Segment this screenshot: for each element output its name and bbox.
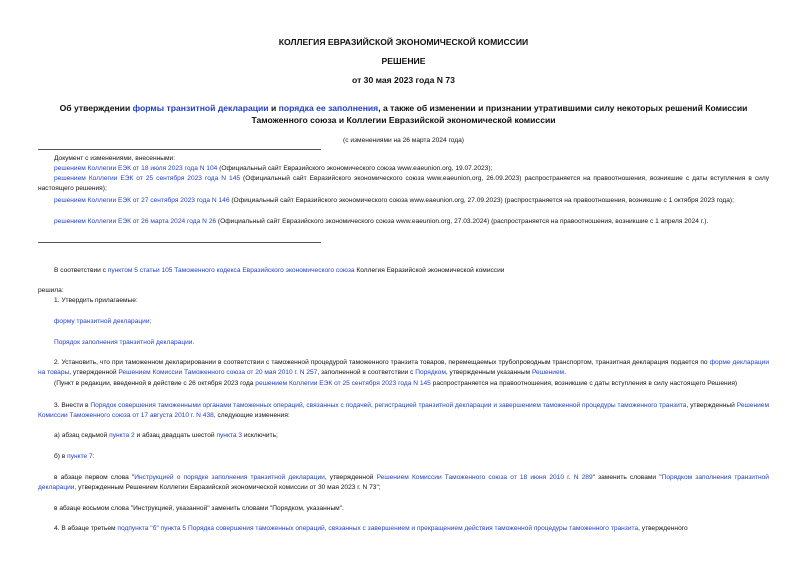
subitem-a [54,431,769,441]
subitem-b [54,452,769,462]
item-1: 1. Утвердить прилагаемые: [54,297,138,304]
fill-procedure-link[interactable]: Порядком заполнения транзитной декларации [38,474,769,491]
item-text: исключить; [242,432,278,439]
title-text: , а также об изменении и признании утратившими силу некоторых решений Комиссии Таможенного союза и Коллегии Евразийской экономической комиссии [251,103,748,125]
item-2 [38,358,769,378]
item-text: б) в [54,453,68,460]
item-1-link-procedure [54,338,769,348]
item-text: : [92,453,95,460]
divider-top [38,149,321,150]
title-text: и [268,103,279,113]
change-item [38,174,769,194]
preamble [38,266,769,276]
item-text: , заполненной в соответствии с [317,369,416,376]
document-title [38,102,769,126]
item-text: а) абзац седьмой [54,432,110,439]
edition-note: (с изменениями на 26 марта 2024 года) [343,137,464,144]
order-link[interactable]: Порядком [415,369,446,376]
resolved-label: решила: [38,287,64,294]
completion-order-link[interactable]: Порядка совершения таможенных операций, связанных с завершением и прекращением действия таможенной процедуры таможенного транзита [187,525,639,532]
subitem-b-para-1 [38,473,769,493]
change-item [38,217,769,227]
point-7-link[interactable]: пункте 7 [67,453,93,460]
item-4 [38,524,769,534]
change-text: (Официальный сайт Евразийского экономического союза www.eaeunion.org, 27.03.2024) (распространяется на правоотношения, возникшие с 1 апреля 2024 г.). [216,218,709,225]
change-link[interactable]: решением Коллегии ЕЭК от 18 июля 2023 года N 104 [54,165,218,172]
change-link[interactable]: решением Коллегии ЕЭК от 26 марта 2024 года N 26 [54,218,217,225]
preamble-text: В соответствии с [54,267,108,274]
change-link[interactable]: решением Коллегии ЕЭК от 27 сентября 2023 года N 146 [54,197,230,204]
document-date: от 30 мая 2023 года N 73 [352,75,455,85]
issuing-body: КОЛЛЕГИЯ ЕВРАЗИЙСКОЙ ЭКОНОМИЧЕСКОЙ КОМИССИИ [278,37,529,47]
item-text: и абзац двадцать шестой [134,432,217,439]
item-text: , утвержденным указанным [445,369,532,376]
declaration-form-link[interactable]: форме декларации на товары [38,359,769,376]
title-text: Об утверждении [59,103,133,113]
change-text: (Официальный сайт Евразийского экономического союза www.eaeunion.org, 19.07.2023); [217,165,493,172]
item-text: 4. В абзаце третьем [54,525,118,532]
item-2-note [38,379,769,389]
item-text: в абзаце первом слова " [54,474,135,481]
item-text: , следующие изменения: [213,412,290,419]
instruction-link[interactable]: Инструкцией о порядке заполнения транзитной декларации [134,474,325,481]
customs-order-link[interactable]: Порядок совершения таможенными органами таможенных операций, связанных с подачей, регистрацией транзитной декларации и завершением таможенной процедуры таможенного транзита [90,402,687,409]
document-type: РЕШЕНИЕ [381,56,426,66]
item-text: . [564,369,567,376]
point-3-link[interactable]: пункта 3 [216,432,243,439]
title-link-form[interactable]: формы транзитной декларации [132,103,269,113]
item-text: 2. Установить, что при таможенном декларировании в соответствии с таможенной процедурой таможенного транзита товаров, перемещаемых трубопроводным транспортом, транзитная декларация подается по [54,359,710,366]
decision-438-link[interactable]: Решением Комиссии Таможенного союза от 17 августа 2010 г. N 438 [38,402,769,419]
change-text: (Официальный сайт Евразийского экономического союза www.eaeunion.org, 26.09.2023) распространяется на правоотношения, возникшие с даты вступления в силу настоящего решения); [38,175,769,192]
item-text: " заменить словами " [592,474,662,481]
item-text: , утвержденной [69,369,119,376]
change-text: (Официальный сайт Евразийского экономического союза www.eaeunion.org, 27.09.2023) (распространяется на правоотношения, возникшие с 1 октября 2023 года); [229,197,734,204]
point-2-link[interactable]: пункта 2 [109,432,135,439]
item-text: , утвержденной [324,474,377,481]
change-item [38,196,769,206]
note-text: распространяется на правоотношения, возникшие с даты вступления в силу настоящего Решения) [430,380,738,387]
preamble-text: Коллегия Евразийской экономической комиссии [354,267,505,274]
form-link[interactable]: форму транзитной декларации; [54,318,152,325]
subitem-b-para-8: в абзаце восьмом слова "Инструкцией, указанной" заменить словами "Порядком, указанным". [54,505,344,512]
item-text: , утвержденного [638,525,688,532]
changes-intro: Документ с изменениями, внесенными: [54,155,176,162]
decision-link[interactable]: Решением [531,369,565,376]
decision-289-link[interactable]: Решением Комиссии Таможенного союза от 18 июня 2010 г. N 289 [376,474,593,481]
decision-145-link[interactable]: решением Коллегии ЕЭК от 25 сентября 2023 года N 145 [255,380,431,387]
item-3 [38,401,769,421]
decision-257-link[interactable]: Решением Комиссии Таможенного союза от 20 мая 2010 г. N 257 [118,369,318,376]
subpoint-b-link[interactable]: подпункта "б" пункта 5 [117,525,187,532]
item-text: , утвержденный [686,402,737,409]
preamble-link[interactable]: пунктом 5 статьи 105 Таможенного кодекса Евразийского экономического союза [107,267,355,274]
item-1-link-form [54,317,769,327]
change-link[interactable]: решением Коллегии ЕЭК от 25 сентября 2023 года N 145 [54,175,241,182]
item-text: 3. Внести в [54,402,91,409]
title-link-procedure[interactable]: порядка ее заполнения [278,103,379,113]
note-text: (Пункт в редакции, введенной в действие с 26 октября 2023 года [54,380,256,387]
item-text: , утвержденным Решением Коллегии Евразийской экономической комиссии от 30 мая 2023 г. N 73"; [74,484,381,491]
procedure-link[interactable]: Порядок заполнения транзитной декларации. [54,339,195,346]
change-item [38,164,769,174]
divider-bottom [38,242,321,243]
